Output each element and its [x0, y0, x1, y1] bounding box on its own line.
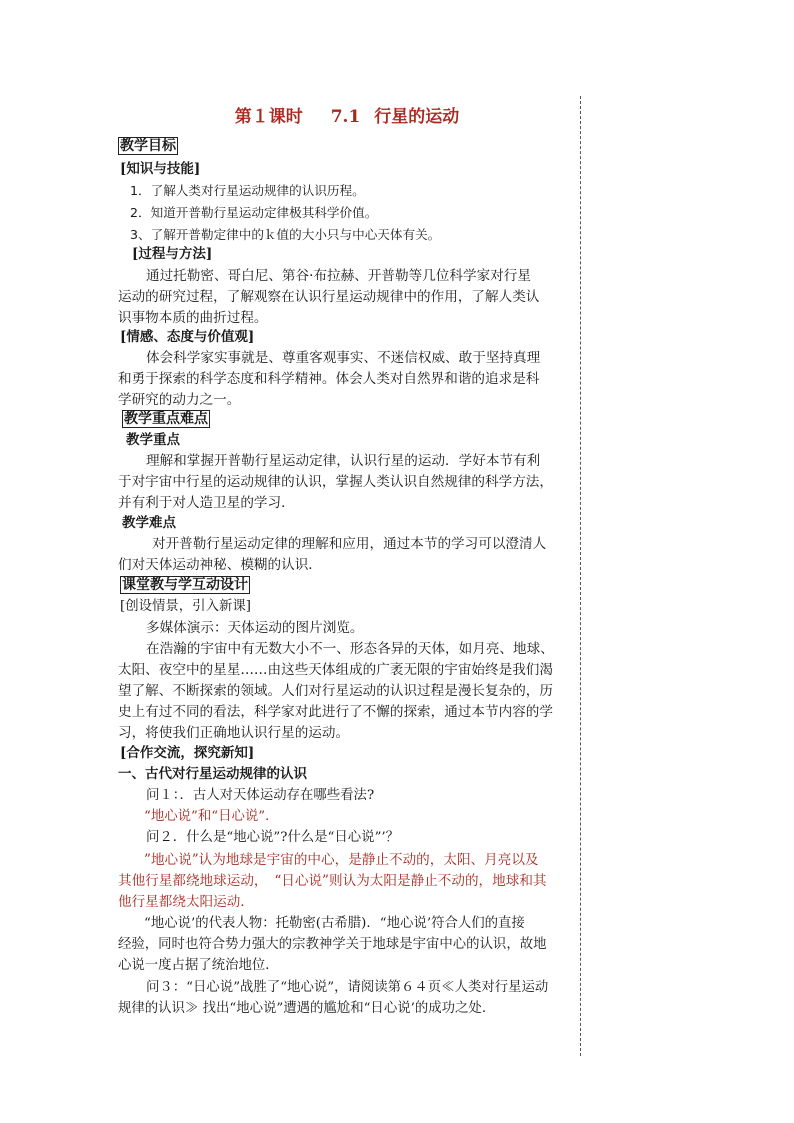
intro-line: 在浩瀚的宇宙中有无数大小不一、形态各异的天体，如月亮、地球、 [146, 641, 554, 657]
geocentric-line: 经验，同时也符合势力强大的宗教神学关于地球是宇宙中心的认识，故地 [118, 937, 547, 952]
question-2: 问２．什么是“地心说”?什么是“日心说”’？ [146, 830, 400, 845]
focus-heading: 教学重点 [126, 432, 180, 448]
focus-line: 理解和掌握开普勒行星运动定律，认识行星的运动．学好本节有利 [146, 453, 541, 469]
intro-heading: [创设情景，引入新课] [120, 599, 251, 614]
process-line: 运动的研究过程，了解观察在认识行星运动规律中的作用，了解人类认 [118, 289, 540, 305]
page-title [118, 103, 576, 131]
answer-2-line: 其他行星都绕地球运动， “日心说”则认为太阳是静止不动的，地球和其 [118, 873, 547, 889]
emotion-line: 和勇于探索的科学态度和科学精神。体会人类对自然界和谐的追求是科 [118, 371, 540, 387]
intro-line: 太阳、夜空中的星星……由这些天体组成的广袤无限的宇宙始终是我们渴 [118, 662, 553, 678]
intro-line: 多媒体演示：天体运动的图片浏览。 [146, 620, 364, 636]
key-points-heading: 教学重点难点 [124, 411, 208, 427]
intro-line: 习，将使我们正确地认识行星的运动。 [118, 725, 350, 741]
design-heading: 课堂教与学互动设计 [122, 577, 248, 593]
focus-line: 并有利于对人造卫星的学习． [118, 495, 295, 511]
knowledge-item: 3、了解开普勒定律中的ｋ值的大小只与中心天体有关。 [130, 227, 441, 242]
intro-line: 望了解、不断探索的领域。人们对行星运动的认识过程是漫长复杂的，历 [118, 683, 553, 699]
knowledge-item: 1．了解人类对行星运动规律的认识历程。 [130, 183, 365, 198]
objectives-heading: 教学目标 [120, 138, 176, 154]
emotion-line: 体会科学家实事就是、尊重客观事实、不迷信权威、敢于坚持真理 [146, 350, 541, 366]
process-line: 通过托勒密、哥白尼、第谷·布拉赫、开普勒等几位科学家对行星 [146, 268, 531, 284]
knowledge-item: 2．知道开普勒行星运动定律极其科学价值。 [130, 205, 378, 220]
focus-line: 于对宇宙中行星的运动规律的认识，掌握人类认识自然规律的科学方法， [118, 474, 553, 490]
process-heading: [过程与方法] [132, 246, 213, 262]
geocentric-line: “地心说’的代表人物：托勒密(古希腊)．“地心说’符合人们的直接 [144, 916, 525, 931]
answer-2-line: ”地心说”认为地球是宇宙的中心，是静止不动的，太阳、月亮以及 [144, 852, 539, 868]
difficulty-line: 对开普勒行星运动定律的理解和应用，通过本节的学习可以澄清人 [152, 536, 547, 552]
emotion-line: 学研究的动力之一。 [118, 392, 241, 408]
difficulty-line: 们对天体运动神秘、模糊的认识． [118, 557, 322, 573]
answer-1: “地心说”和“日心说”． [144, 809, 279, 824]
answer-2-line: 他行星都绕太阳运动． [118, 894, 254, 910]
question-3-line: 问３：“日心说”战胜了“地心说”，请阅读第６４页≪人类对行星运动 [146, 980, 549, 995]
process-line: 识事物本质的曲折过程。 [118, 310, 268, 326]
geocentric-line: 心说一度占据了统治地位． [118, 958, 279, 973]
margin-dashed-line [580, 96, 581, 1056]
intro-line: 史上有过不同的看法，科学家对此进行了不懈的探索，通过本节内容的学 [118, 704, 553, 720]
coop-heading: [合作交流，探究新知] [120, 745, 255, 761]
question-1: 问１：．古人对天体运动存在哪些看法? [146, 788, 375, 803]
difficulty-heading: 教学难点 [122, 515, 176, 531]
section1-heading: 一、古代对行星运动规律的认识 [118, 766, 307, 782]
emotion-heading: [情感、态度与价值观] [120, 329, 255, 345]
lesson-name: 行星的运动 [374, 107, 460, 127]
knowledge-heading: [知识与技能] [120, 161, 201, 177]
question-3-line: 规律的认识≫ 找出“地心说”遭遇的尴尬和“日心说’的成功之处． [118, 1001, 496, 1016]
lesson-number: 第１课时 [234, 107, 303, 127]
section-number: 7.1 [330, 107, 361, 127]
